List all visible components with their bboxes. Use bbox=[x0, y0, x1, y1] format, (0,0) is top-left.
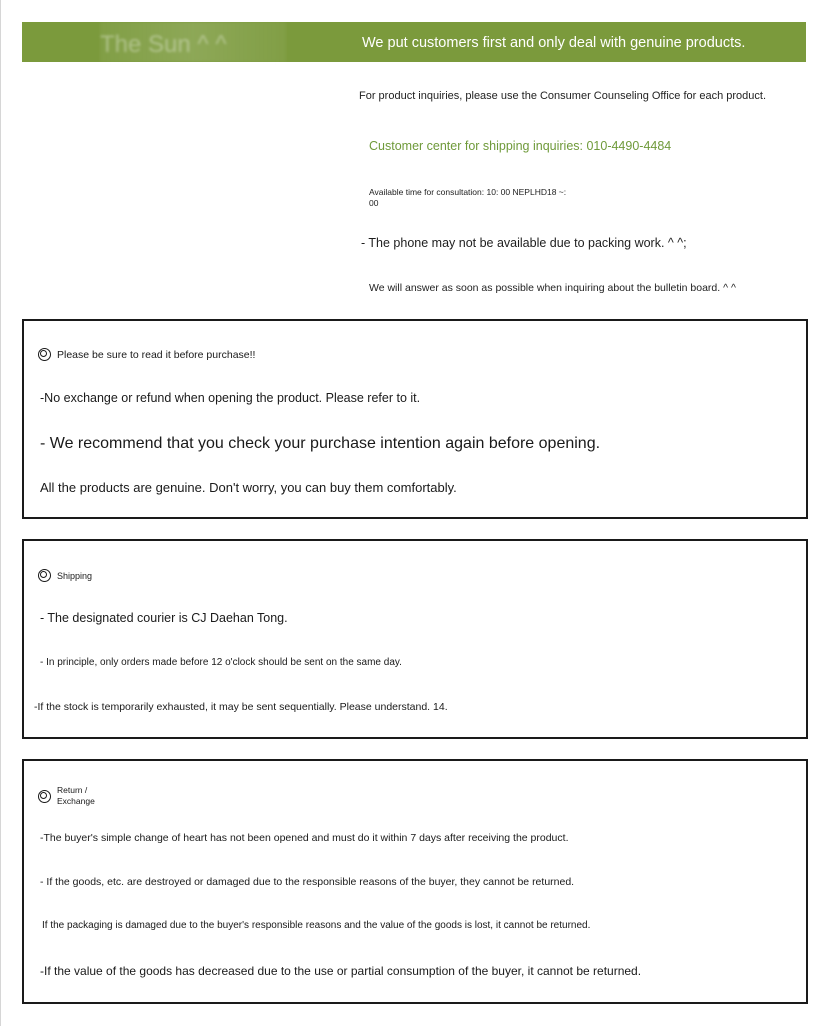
section-header bbox=[38, 785, 117, 807]
product-inquiries-text: For product inquiries, please use the Consumer Counseling Office for each product. bbox=[359, 90, 767, 102]
notice-box-return bbox=[22, 759, 808, 1004]
notice-box-purchase bbox=[22, 319, 808, 519]
header-banner bbox=[22, 22, 806, 62]
notice-line: -The buyer's simple change of heart has not been opened and must do it within 7 days after receiving the product. bbox=[40, 832, 569, 844]
phone-note-text: - The phone may not be available due to packing work. ^ ^; bbox=[361, 236, 687, 250]
page-left-border bbox=[0, 0, 1, 1026]
brand-name: The Sun ^ ^ bbox=[100, 31, 227, 58]
bulletin-note-text: We will answer as soon as possible when inquiring about the bulletin board. ^ ^ bbox=[369, 282, 736, 294]
section-title: Return / Exchange bbox=[57, 785, 95, 806]
consultation-time-text bbox=[369, 187, 566, 208]
consultation-time-line: 00 bbox=[369, 197, 379, 208]
notice-line: - The designated courier is CJ Daehan Tong. bbox=[40, 611, 288, 625]
notice-box-shipping bbox=[22, 539, 808, 739]
notice-line: - We recommend that you check your purchase intention again before opening. bbox=[40, 435, 601, 452]
notice-line: -If the value of the goods has decreased due to the use or partial consumption of the buyer, it cannot be returned. bbox=[40, 964, 642, 978]
section-header bbox=[38, 569, 92, 582]
notice-line: - If the goods, etc. are destroyed or damaged due to the responsible reasons of the buyer, they cannot be returned. bbox=[40, 876, 575, 888]
notice-line: - In principle, only orders made before 12 o'clock should be sent on the same day. bbox=[40, 657, 402, 668]
double-circle-icon bbox=[38, 790, 51, 803]
double-circle-icon bbox=[38, 348, 51, 361]
notice-line: -No exchange or refund when opening the product. Please refer to it. bbox=[40, 391, 421, 405]
notice-line: -If the stock is temporarily exhausted, it may be sent sequentially. Please understand. 14. bbox=[34, 701, 448, 713]
notice-line: If the packaging is damaged due to the buyer's responsible reasons and the value of the goods is lost, it cannot be returned. bbox=[42, 920, 591, 931]
brand-logo bbox=[100, 22, 286, 62]
section-title: Shipping bbox=[57, 570, 93, 581]
banner-slogan: We put customers first and only deal with genuine products. bbox=[362, 35, 746, 51]
section-header bbox=[38, 348, 255, 361]
section-title: Please be sure to read it before purchase!! bbox=[57, 348, 256, 361]
notice-line: All the products are genuine. Don't worry, you can buy them comfortably. bbox=[40, 480, 457, 495]
shipping-center-text: Customer center for shipping inquiries: 010-4490-4484 bbox=[369, 139, 672, 153]
consultation-time-line: Available time for consultation: 10: 00 NEPLHD18 ~: bbox=[369, 187, 567, 197]
double-circle-icon bbox=[38, 569, 51, 582]
